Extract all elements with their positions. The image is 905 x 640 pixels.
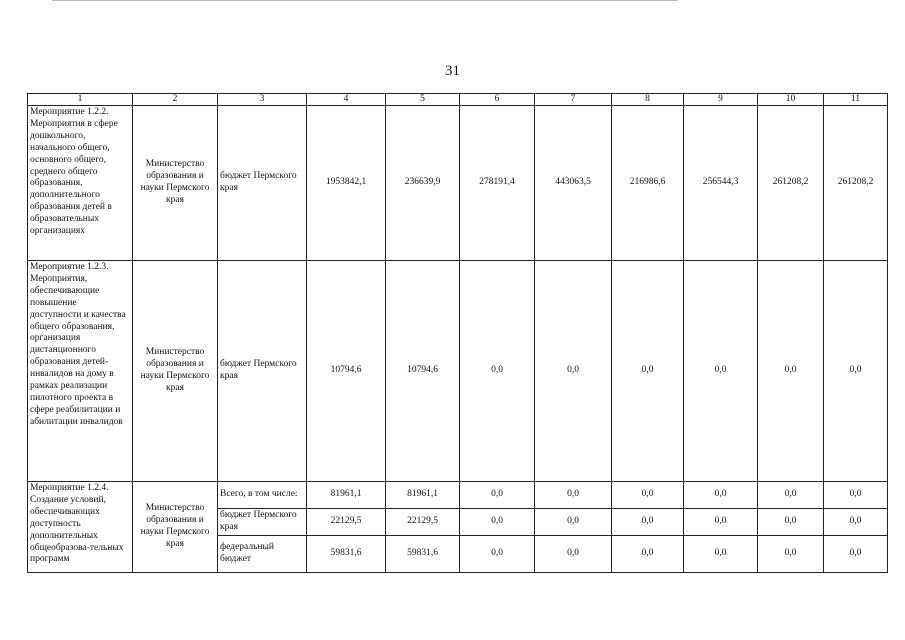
- value-cell: 0,0: [535, 482, 612, 509]
- value-cell: 216986,6: [612, 106, 684, 261]
- value-cell: 261208,2: [824, 106, 888, 261]
- scan-top-edge-line: [52, 0, 678, 1]
- value-cell: 0,0: [460, 509, 535, 536]
- value-cell: 278191,4: [460, 106, 535, 261]
- executor-cell: Министерство образования и науки Пермского края: [133, 482, 218, 573]
- column-header: 2: [133, 94, 218, 106]
- value-cell: 22129,5: [307, 509, 386, 536]
- value-cell: 0,0: [684, 261, 758, 482]
- value-cell: 0,0: [612, 482, 684, 509]
- column-header: 5: [386, 94, 460, 106]
- value-cell: 22129,5: [386, 509, 460, 536]
- value-cell: 0,0: [684, 536, 758, 573]
- page-number: 31: [445, 63, 460, 79]
- column-header: 3: [218, 94, 307, 106]
- funding-source-cell: бюджет Пермского края: [218, 509, 307, 536]
- value-cell: 59831,6: [386, 536, 460, 573]
- value-cell: 81961,1: [386, 482, 460, 509]
- column-header: 4: [307, 94, 386, 106]
- column-header: 9: [684, 94, 758, 106]
- value-cell: 0,0: [824, 536, 888, 573]
- column-header: 8: [612, 94, 684, 106]
- measure-description: Мероприятие 1.2.2. Мероприятия в сфере дошкольного, начального общего, основного общего, среднего общего образования, дополнительного образования детей в образовательных организациях: [28, 106, 133, 261]
- column-header: 6: [460, 94, 535, 106]
- value-cell: 236639,9: [386, 106, 460, 261]
- column-header: 1: [28, 94, 133, 106]
- value-cell: 0,0: [684, 482, 758, 509]
- value-cell: 0,0: [758, 482, 824, 509]
- value-cell: 10794,6: [307, 261, 386, 482]
- value-cell: 1953842,1: [307, 106, 386, 261]
- executor-cell: Министерство образования и науки Пермского края: [133, 106, 218, 261]
- table-row: [28, 482, 888, 509]
- funding-source-cell: Всего, в том числе:: [218, 482, 307, 509]
- funding-source-cell: бюджет Пермского края: [218, 106, 307, 261]
- value-cell: 0,0: [824, 482, 888, 509]
- value-cell: 0,0: [612, 536, 684, 573]
- table-row: [28, 261, 888, 482]
- column-header: 7: [535, 94, 612, 106]
- value-cell: 0,0: [535, 509, 612, 536]
- funding-source-cell: федеральный бюджет: [218, 536, 307, 573]
- funding-source-cell: бюджет Пермского края: [218, 261, 307, 482]
- measure-description: Мероприятие 1.2.3. Мероприятия, обеспечивающие повышение доступности и качества общего образования, организация дистанционного образования детей-инвалидов на дому в рамках реализации пилотного проекта в сфере реабилитации и абилитации инвалидов: [28, 261, 133, 482]
- value-cell: 261208,2: [758, 106, 824, 261]
- value-cell: 0,0: [612, 509, 684, 536]
- budget-table: [27, 93, 888, 573]
- column-header: 10: [758, 94, 824, 106]
- value-cell: 0,0: [460, 261, 535, 482]
- value-cell: 0,0: [824, 261, 888, 482]
- value-cell: 0,0: [612, 261, 684, 482]
- value-cell: 0,0: [758, 536, 824, 573]
- value-cell: 0,0: [758, 261, 824, 482]
- value-cell: 0,0: [535, 261, 612, 482]
- measure-description: Мероприятие 1.2.4. Создание условий, обеспечивающих доступность дополнительных общеобразова-тельных программ: [28, 482, 133, 573]
- value-cell: 443063,5: [535, 106, 612, 261]
- value-cell: 0,0: [824, 509, 888, 536]
- value-cell: 0,0: [684, 509, 758, 536]
- value-cell: 59831,6: [307, 536, 386, 573]
- column-header: 11: [824, 94, 888, 106]
- table-header-row: [28, 94, 888, 106]
- value-cell: 0,0: [460, 482, 535, 509]
- table-row: [28, 106, 888, 261]
- value-cell: 10794,6: [386, 261, 460, 482]
- value-cell: 256544,3: [684, 106, 758, 261]
- value-cell: 81961,1: [307, 482, 386, 509]
- executor-cell: Министерство образования и науки Пермского края: [133, 261, 218, 482]
- value-cell: 0,0: [535, 536, 612, 573]
- value-cell: 0,0: [758, 509, 824, 536]
- value-cell: 0,0: [460, 536, 535, 573]
